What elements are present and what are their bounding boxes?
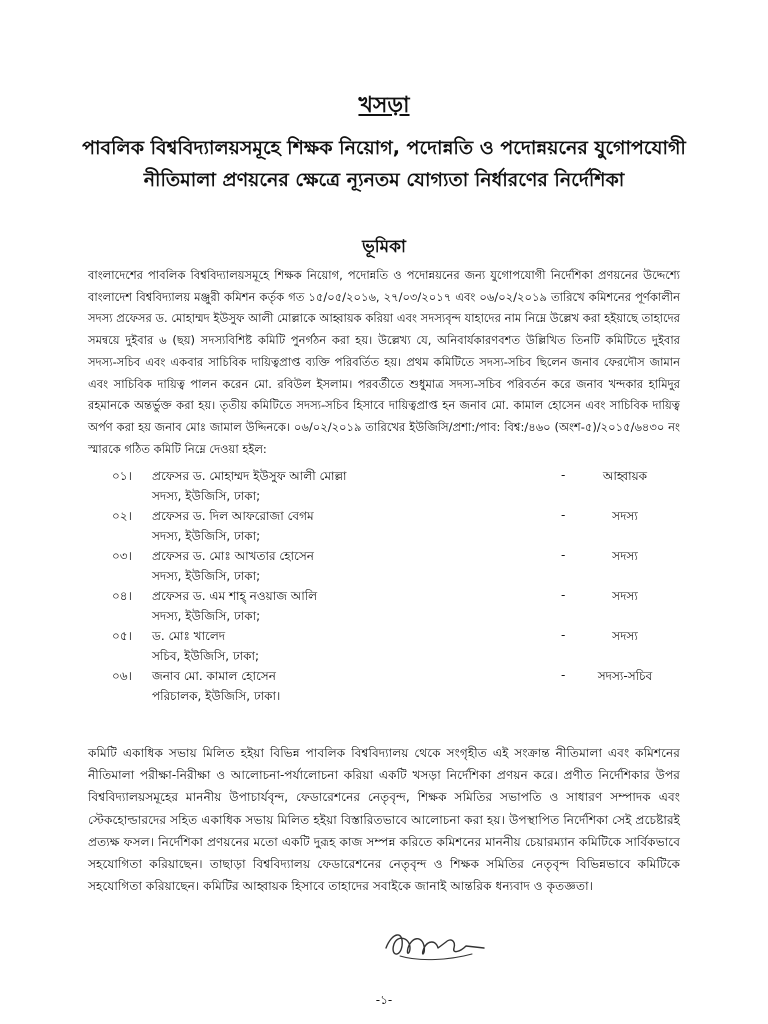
member-name: প্রফেসর ড. দিল আফরোজা বেগম [152, 509, 314, 523]
member-affiliation: পরিচালক, ইউজিসি, ঢাকা। [152, 689, 281, 703]
member-dash: - [561, 508, 566, 522]
page-number: -১- [375, 993, 393, 1007]
member-serial: ০২। [112, 509, 132, 523]
member-affiliation: সদস্য, ইউজিসি, ঢাকা; [152, 529, 261, 543]
member-name: ড. মোঃ খালেদ [152, 629, 226, 643]
member-serial: ০৩। [112, 549, 132, 563]
draft-title: খসড়া [358, 93, 410, 118]
member-role: সদস্য [612, 549, 638, 563]
member-name: প্রফেসর ড. এম শাহ্ নওয়াজ আলি [152, 589, 318, 603]
member-row [0, 508, 768, 548]
member-row [0, 588, 768, 628]
member-serial: ০১। [112, 469, 132, 483]
member-dash: - [561, 548, 566, 562]
member-name: জনাব মো. কামাল হোসেন [152, 669, 276, 683]
member-serial: ০৪। [112, 589, 132, 603]
member-affiliation: সদস্য, ইউজিসি, ঢাকা; [152, 569, 261, 583]
member-name: প্রফেসর ড. মোহাম্মদ ইউসুফ আলী মোল্লা [152, 469, 347, 483]
section-heading: ভূমিকা [362, 237, 406, 257]
main-title: পাবলিক বিশ্ববিদ্যালয়সমূহে শিক্ষক নিয়োগ, পদোন্নতি ও পদোন্নয়নের যুগোপযোগী নীতিমালা প্রণয়নের ক্ষেত্রে ন্যূনতম যোগ্যতা নির্ধারণের নির্দেশিকা [82, 137, 686, 191]
member-affiliation: সদস্য, ইউজিসি, ঢাকা; [152, 609, 261, 623]
member-dash: - [561, 588, 566, 602]
member-serial: ০৫। [112, 629, 132, 643]
member-role: সদস্য-সচিব [597, 669, 653, 683]
closing-paragraph: কমিটি একাধিক সভায় মিলিত হইয়া বিভিন্ন পাবলিক বিশ্ববিদ্যালয় থেকে সংগৃহীত এই সংক্রান্ত নীতিমালা এবং কমিশনের নীতিমালা পরীক্ষা-নিরীক্ষা ও আলোচনা-পর্যালোচনা করিয়া একটি খসড়া নির্দেশিকা প্রণয়ন করে। প্রণীত নির্দেশিকার উপর বিশ্ববিদ্যালয়সমূহের মাননীয় উপাচার্যবৃন্দ, ফেডারেশনের নেতৃবৃন্দ, শিক্ষক সমিতির সভাপতি ও সাধারণ সম্পাদক এবং স্টেকহোল্ডারদের সহিত একাধিক সভায় মিলিত হইয়া বিস্তারিতভাবে আলোচনা করা হয়। উপস্থাপিত নির্দেশিকা সেই প্রচেষ্টারই প্রত্যক্ষ ফসল। নির্দেশিকা প্রণয়নের মতো একটি দুরূহ কাজ সম্পন্ন করিতে কমিশনের মাননীয় চেয়ারম্যান কমিটিকে সার্বিকভাবে সহযোগিতা করিয়াছেন। তাছাড়া বিশ্ববিদ্যালয় ফেডারেশনের নেতৃবৃন্দ ও শিক্ষক সমিতির নেতৃবৃন্দ বিভিন্নভাবে কমিটিকে সহযোগিতা করিয়াছেন। কমিটির আহ্বায়ক হিসাবে তাহাদের সবাইকে জানাই আন্তরিক ধন্যবাদ ও কৃতজ্ঞতা। [88, 746, 680, 894]
member-row [0, 668, 768, 708]
member-row [0, 468, 768, 508]
member-serial: ০৬। [112, 669, 132, 683]
member-role: আহ্বায়ক [602, 469, 648, 483]
member-affiliation: সদস্য, ইউজিসি, ঢাকা; [152, 489, 261, 503]
member-row [0, 548, 768, 588]
member-role: সদস্য [612, 589, 638, 603]
member-dash: - [561, 668, 566, 682]
member-dash: - [561, 468, 566, 482]
member-role: সদস্য [612, 509, 638, 523]
signature-icon [380, 918, 490, 966]
member-role: সদস্য [612, 629, 638, 643]
member-dash: - [561, 628, 566, 642]
intro-paragraph: বাংলাদেশের পাবলিক বিশ্ববিদ্যালয়সমূহে শিক্ষক নিয়োগ, পদোন্নতি ও পদোন্নয়নের জন্য যুগোপযোগী নির্দেশিকা প্রণয়নের উদ্দেশ্যে বাংলাদেশ বিশ্ববিদ্যালয় মঞ্জুরী কমিশন কর্তৃক গত ১৫/০৫/২০১৬, ২৭/০৩/২০১৭ এবং ০৬/০২/২০১৯ তারিখে কমিশনের পূর্ণকালীন সদস্য প্রফেসর ড. মোহাম্মদ ইউসুফ আলী মোল্লাকে আহ্বায়ক করিয়া এবং সদস্যবৃন্দ যাহাদের নাম নিম্নে উল্লেখ করা হইয়াছে তাহাদের সমন্বয়ে দুইবার ৬ (ছয়) সদস্যবিশিষ্ট কমিটি পুনর্গঠন করা হয়। উল্লেখ্য যে, অনিবার্যকারণবশত উল্লিখিত তিনটি কমিটিতে দুইবার সদস্য-সচিব এবং একবার সাচিবিক দায়িত্বপ্রাপ্ত ব্যক্তি পরিবর্তিত হয়। প্রথম কমিটিতে সদস্য-সচিব ছিলেন জনাব ফেরদৌস জামান এবং সাচিবিক দায়িত্ব পালন করেন মো. রবিউল ইসলাম। পরবর্তীতে শুধুমাত্র সদস্য-সচিব পরিবর্তন করে জনাব খন্দকার হামিদুর রহমানকে অন্তর্ভুক্ত করা হয়। তৃতীয় কমিটিতে সদস্য-সচিব হিসাবে দায়িত্বপ্রাপ্ত হন জনাব মো. কামাল হোসেন এবং সাচিবিক দায়িত্ব অর্পণ করা হয় জনাব মোঃ জামাল উদ্দিনকে। ০৬/০২/২০১৯ তারিখের ইউজিসি/প্রশা:/পাব: বিশ্ব:/৪৬০ (অংশ-৫)/২০১৫/৬৪৩০ নং স্মারকে গঠিত কমিটি নিম্নে দেওয়া হইল: [88, 268, 680, 456]
member-row [0, 628, 768, 668]
member-affiliation: সচিব, ইউজিসি, ঢাকা; [152, 649, 260, 663]
member-name: প্রফেসর ড. মোঃ আখতার হোসেন [152, 549, 314, 563]
